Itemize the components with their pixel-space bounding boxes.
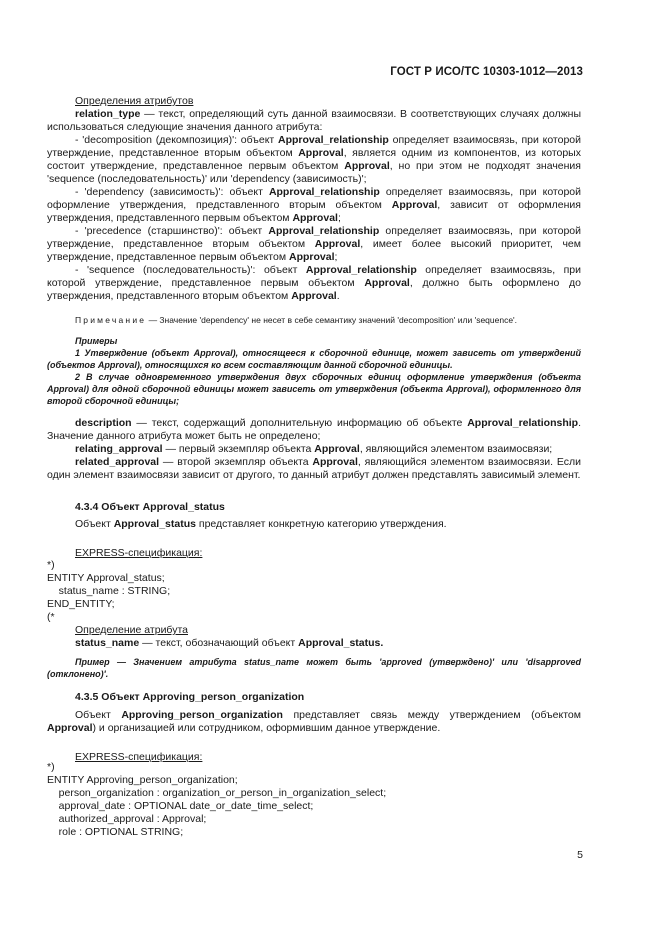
express-heading: EXPRESS-спецификация: [75,751,203,763]
note-label: Примечание [75,315,147,325]
examples [47,335,581,407]
status-name-para: status_name — текст, обозначающий объект Approval_status. [75,637,384,649]
section-title: 4.3.4 Объект Approval_status [75,501,225,513]
relating-approval-para: relating_approval — первый экземпляр объекта Approval, являющийся элементом взаимосвязи; [75,443,553,455]
section-4-3-5 [47,691,581,764]
note [47,314,581,326]
express-code: *) ENTITY Approving_person_organization; person_organization : organization_or_person_in_organization_select; approval_date : OPTIONAL date_or_date_time_select; authorized_approval : Approval; role : OPTIONAL STRING; [47,761,387,838]
examples-heading: Примеры [75,336,118,346]
attr-defs-heading: Определения атрибутов [75,95,194,107]
section-intro: Объект Approving_person_organization представляет связь между утверждением (объектом Approval) и организацией или сотрудником, оформившим данное утверждение. [47,709,581,734]
section-title: 4.3.5 Объект Approving_person_organization [75,691,305,703]
list-item: - 'decomposition (декомпозиция)': объект Approval_relationship определяет взаимосвязь, при которой утверждение, представленное вторым объектом Approval, является одним из компонентов, из которых состоит утверждение, представленное первым объектом Approval, но при этом не подходят значения 'sequence (последовательность)' или 'dependency (зависимость)'; [47,134,582,185]
relation-type-section [47,95,581,303]
relation-type-para: relation_type — текст, определяющий суть данной взаимосвязи. В соответствующих случаях должны использоваться следующие значения данного атрибута: [47,108,581,133]
list-item: - 'precedence (старшинство)': объект Approval_relationship определяет взаимосвязь, при которой утверждение, представленное вторым объектом Approval, имеет более высокий приоритет, чем утверждение, представленное первым объектом Approval; [47,225,581,263]
document-header: ГОСТ Р ИСО/ТС 10303-1012—2013 [390,66,583,78]
related-approval-para: related_approval — второй экземпляр объекта Approval, являющийся элементом взаимосвязи. Если один элемент взаимосвязи зависит от другого, то данный атрибут должен представлять зависимый элемент. [47,456,581,481]
other-attributes [47,417,581,482]
section-example: Пример — Значением атрибута status_name может быть 'approved (утверждено)' или 'disapproved (отклонено)'. [47,657,581,679]
section-4-3-4-attr [47,624,581,680]
list-item: - 'sequence (последовательность)': объект Approval_relationship определяет взаимосвязь, при которой утверждение, представленное первым объектом Approval, должно быть оформлено до утверждения, представленного вторым объектом Approval. [47,264,582,302]
express-heading: EXPRESS-спецификация: [75,547,203,559]
section-intro: Объект Approval_status представляет конкретную категорию утверждения. [75,518,447,530]
attr-name: relation_type [75,108,141,120]
list-item: - 'dependency (зависимость)': объект Approval_relationship определяет взаимосвязь, при которой оформление утверждения, представленного вторым объектом Approval, зависит от оформления утверждения, представленного первым объектом Approval; [47,186,581,224]
page-number: 5 [577,849,583,861]
section-4-3-4 [47,501,581,560]
example-1: 1 Утверждение (объект Approval), относящееся к сборочной единице, может зависеть от утверждений (объектов Approval), относящихся ко всем составляющим данной сборочной единицы. [47,348,581,370]
note-text: — Значение 'dependency' не несет в себе семантику значений 'decomposition' или 'sequence'. [146,315,518,325]
example-2: 2 В случае одновременного утверждения двух сборочных единиц оформление утверждения (объекта Approval) для одной сборочной единицы может зависеть от утверждения (объекта Approval), оформленного для второй сборочной единицы; [47,372,581,406]
express-code: *) ENTITY Approval_status; status_name : STRING; END_ENTITY; (* [47,559,171,623]
description-para: description — текст, содержащий дополнительную информацию об объекте Approval_relationship. Значение данного атрибута может быть не определено; [47,417,581,442]
attr-def-heading: Определение атрибута [75,624,188,636]
